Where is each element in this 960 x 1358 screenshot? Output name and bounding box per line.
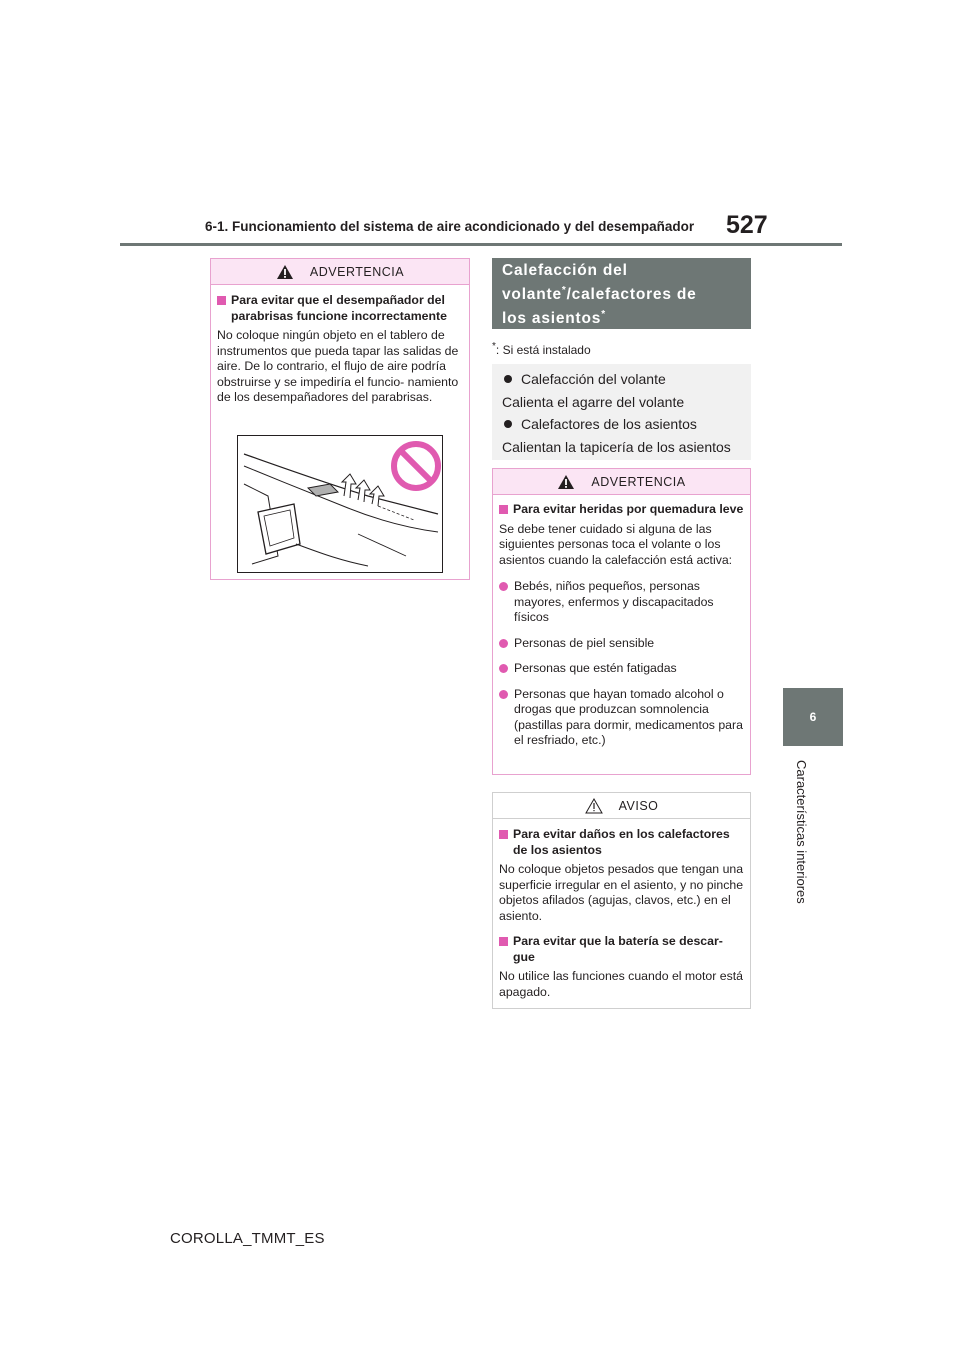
notice-header: AVISO (493, 793, 750, 819)
notice-text: No utilice las funciones cuando el motor está apagado. (499, 969, 744, 999)
bullet-icon (504, 375, 512, 383)
bullet-icon (499, 639, 508, 648)
warning-header: ADVERTENCIA (493, 469, 750, 495)
caution-icon (585, 798, 603, 814)
bullet-icon (499, 664, 508, 673)
list-item: Personas de piel sensible (499, 636, 744, 652)
notice-subheading: Para evitar que la batería se descar- gue (499, 934, 744, 965)
warning-text: Se debe tener cuidado si alguna de las siguientes personas toca el volante o los asientos cuando la calefacción está activa: (499, 521, 733, 567)
warning-text: No coloque ningún objeto en el tablero de instrumentos que pueda tapar las salidas de aire. De lo contrario, el flujo de aire podría obstruirse y se impediría el funcio- namiento de los desempañadores del parabrisas. (217, 328, 459, 404)
bullet-icon (504, 420, 512, 428)
square-bullet-icon (499, 830, 508, 839)
warning-box-burns (492, 468, 751, 775)
document-code: COROLLA_TMMT_ES (170, 1230, 325, 1247)
square-bullet-icon (217, 296, 226, 305)
notice-text: No coloque objetos pesados que tengan una superficie irregular en el asiento, y no pinche objetos afilados (agujas, clavos, etc.) en el asiento. (499, 862, 744, 923)
notice-box (492, 792, 751, 1009)
bullet-icon (499, 690, 508, 699)
dashboard-illustration (237, 435, 443, 573)
square-bullet-icon (499, 937, 508, 946)
warning-subheading: Para evitar que el desempañador del parabrisas funcione incorrectamente (217, 293, 463, 324)
list-item: Calefacción del volante (502, 368, 741, 391)
chapter-tab (783, 688, 843, 746)
notice-subheading: Para evitar daños en los calefactores de los asientos (499, 827, 744, 858)
square-bullet-icon (499, 505, 508, 514)
item-description: Calienta el agarre del volante (502, 393, 685, 410)
list-item: Personas que estén fatigadas (499, 661, 744, 677)
warning-header: ADVERTENCIA (211, 259, 469, 285)
footnote: *: Si está instalado (492, 341, 591, 357)
item-description: Calientan la tapicería de los asientos (502, 438, 731, 455)
chapter-number: 6 (809, 710, 817, 724)
list-item: Personas que hayan tomado alcohol o drogas que produzcan somnolencia (pastillas para dormir, medicamentos para el resfriado, etc.) (499, 687, 744, 749)
list-item: Calefactores de los asientos (502, 413, 741, 436)
list-item: Bebés, niños pequeños, personas mayores, enfermos y discapacitados físicos (499, 579, 744, 626)
warning-icon (276, 264, 294, 280)
warning-subheading: Para evitar heridas por quemadura leve (499, 502, 744, 518)
bullet-icon (499, 582, 508, 591)
section-title: 6-1. Funcionamiento del sistema de aire acondicionado y del desempañador (205, 219, 695, 234)
header-rule (120, 243, 842, 246)
section-heading: Calefacción del volante*/calefactores de los asientos* (492, 258, 751, 329)
chapter-label: Características interiores (794, 760, 809, 904)
warning-icon (557, 474, 575, 490)
page-number: 527 (726, 211, 768, 239)
feature-list (492, 364, 751, 460)
warning-box-defroster (210, 258, 470, 580)
